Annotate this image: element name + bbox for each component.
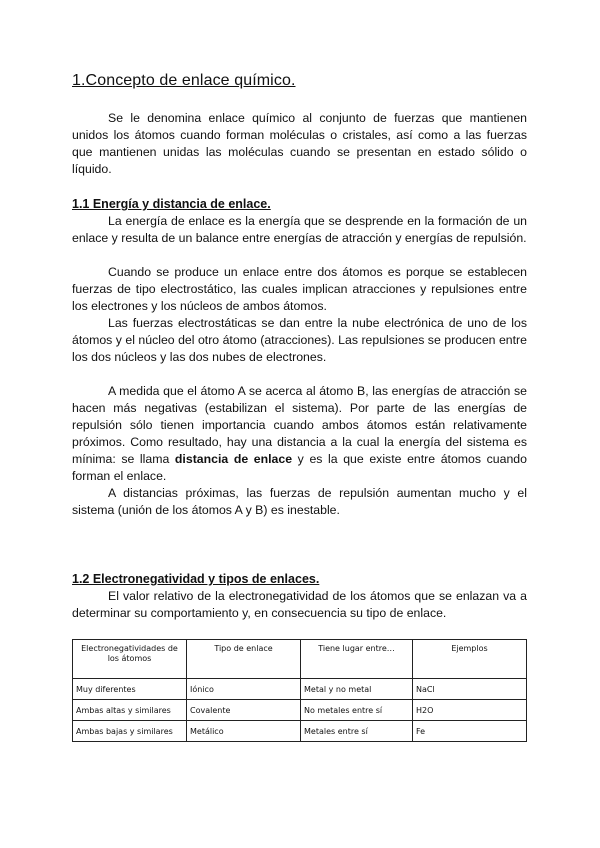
table-row (73, 700, 527, 721)
table-cell: Covalente (187, 700, 301, 721)
paragraph-4-text-start: A medida que el átomo A se acerca al átomo B, las energías de atracción se hacen más negativas (estabilizan el sistema). Por parte de las energías de repulsión sólo tienen importancia cuando ambos átomos están relativamente próximos. Como resultado, hay una distancia a la cual la energía del sistema es mínima: se llama (72, 384, 527, 466)
table-cell: H2O (413, 700, 527, 721)
table-row (73, 721, 527, 742)
section-1-paragraph-2: Cuando se produce un enlace entre dos átomos es porque se establecen fuerzas de tipo electrostático, las cuales implican atracciones y repulsiones entre los electrones y los núcleos de ambos átomos. (72, 265, 527, 313)
table-cell: Iónico (187, 679, 301, 700)
table-cell: NaCl (413, 679, 527, 700)
table-cell: Ambas altas y similares (73, 700, 187, 721)
distancia-de-enlace-term: distancia de enlace (174, 452, 293, 466)
table-header-row (73, 640, 527, 679)
table-cell: Metal y no metal (301, 679, 413, 700)
section-2-heading: 1.2 Electronegatividad y tipos de enlaces. (72, 572, 320, 586)
section-1-paragraph-5: A distancias próximas, las fuerzas de repulsión aumentan mucho y el sistema (unión de los átomos A y B) es inestable. (72, 486, 527, 517)
intro-paragraph: Se le denomina enlace químico al conjunto de fuerzas que mantienen unidos los átomos cuando forman moléculas o cristales, así como a las fuerzas que mantienen unidas las moléculas cuando se presentan en estado sólido o líquido. (72, 111, 527, 176)
section-2-paragraph-1: El valor relativo de la electronegatividad de los átomos que se enlazan va a determinar su comportamiento y, en consecuencia su tipo de enlace. (72, 589, 527, 620)
table-cell: Ambas bajas y similares (73, 721, 187, 742)
table-header-cell: Ejemplos (413, 640, 527, 679)
table-cell: Metales entre sí (301, 721, 413, 742)
document-page (72, 72, 527, 742)
table-row (73, 679, 527, 700)
paragraph-4-text-end: y es la que existe entre átomos cuando forman el enlace. (72, 452, 527, 483)
section-1-heading: 1.1 Energía y distancia de enlace. (72, 197, 271, 211)
table-cell: Fe (413, 721, 527, 742)
table-cell: No metales entre sí (301, 700, 413, 721)
bond-types-table (72, 639, 527, 742)
table-header-cell: Tipo de enlace (187, 640, 301, 679)
table-cell: Metálico (187, 721, 301, 742)
page-title: 1.Concepto de enlace químico. (72, 72, 296, 89)
section-1-paragraph-4 (72, 383, 527, 485)
section-1-paragraph-1: La energía de enlace es la energía que se desprende en la formación de un enlace y resulta de un balance entre energías de atracción y energías de repulsión. (72, 214, 527, 245)
table-header-cell: Electronegatividades de los átomos (73, 640, 187, 679)
table-header-cell: Tiene lugar entre… (301, 640, 413, 679)
table-cell: Muy diferentes (73, 679, 187, 700)
section-1-paragraph-3: Las fuerzas electrostáticas se dan entre la nube electrónica de uno de los átomos y el núcleo del otro átomo (atracciones). Las repulsiones se producen entre los dos núcleos y las dos nubes de electrones. (72, 316, 527, 364)
